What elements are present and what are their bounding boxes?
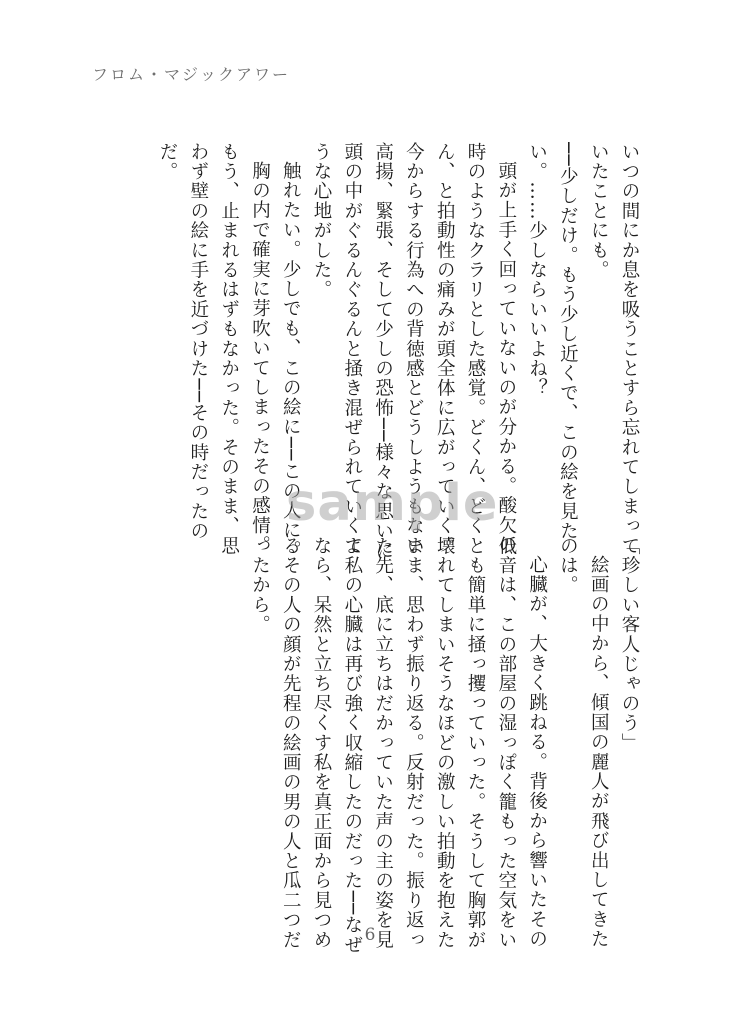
page-number: 6 <box>364 925 376 945</box>
dialogue-line: 「珍しい客人じゃのう」 <box>619 536 640 753</box>
paragraph: 心臓が、大きく跳ねる。背後から響いたその低音は、この部屋の湿っぽく籠もった空気をいとも簡単に掻っ攫っていった。そうして胸郭が壊れてしまいそうなほどの激しい拍動を抱えたまま、思わず振り返る。反射だった。振り返った先、底に立ちはだかっていた声の主の姿を見て私の心臓は再び強く収縮したのだった──なぜなら、呆然と立ち尽くす私を真正面から見つめるその人の顔が先程の絵画の男の人と瓜二つだったから。 <box>249 536 548 955</box>
paragraph: ──少しだけ。もう少し近くで、この絵を見たい。……少しならいいよね？ <box>526 142 579 541</box>
paragraph: 触れたい。少しでも、この絵に──この人に。 <box>280 160 302 560</box>
running-title: フロム・マジックアワー <box>92 65 291 84</box>
paragraph: 頭が上手く回っていないのが分かる。酸欠の時のようなクラリとした感覚。どくん、どくん、と拍動性の痛みが頭全体に広がっていく。今からする行為への背徳感とどうしようもない高揚、緊張、そして少しの恐怖──様々な思いに頭の中がぐるんぐるんと掻き混ぜられていくような心地がした。 <box>311 142 517 561</box>
sample-watermark: sample <box>286 474 499 533</box>
lower-text-block <box>96 536 644 956</box>
paragraph: 胸の内で確実に芽吹いてしまったその感情。もう、止まれるはずもなかった。そのまま、思わず壁の絵に手を近づけた──その時だったのだ。 <box>157 142 271 556</box>
paragraph: 絵画の中から、傾国の麗人が飛び出してきたのは。 <box>557 536 610 949</box>
paragraph: いつの間にか息を吸うことすら忘れてしまっていたことにも。 <box>588 142 640 556</box>
